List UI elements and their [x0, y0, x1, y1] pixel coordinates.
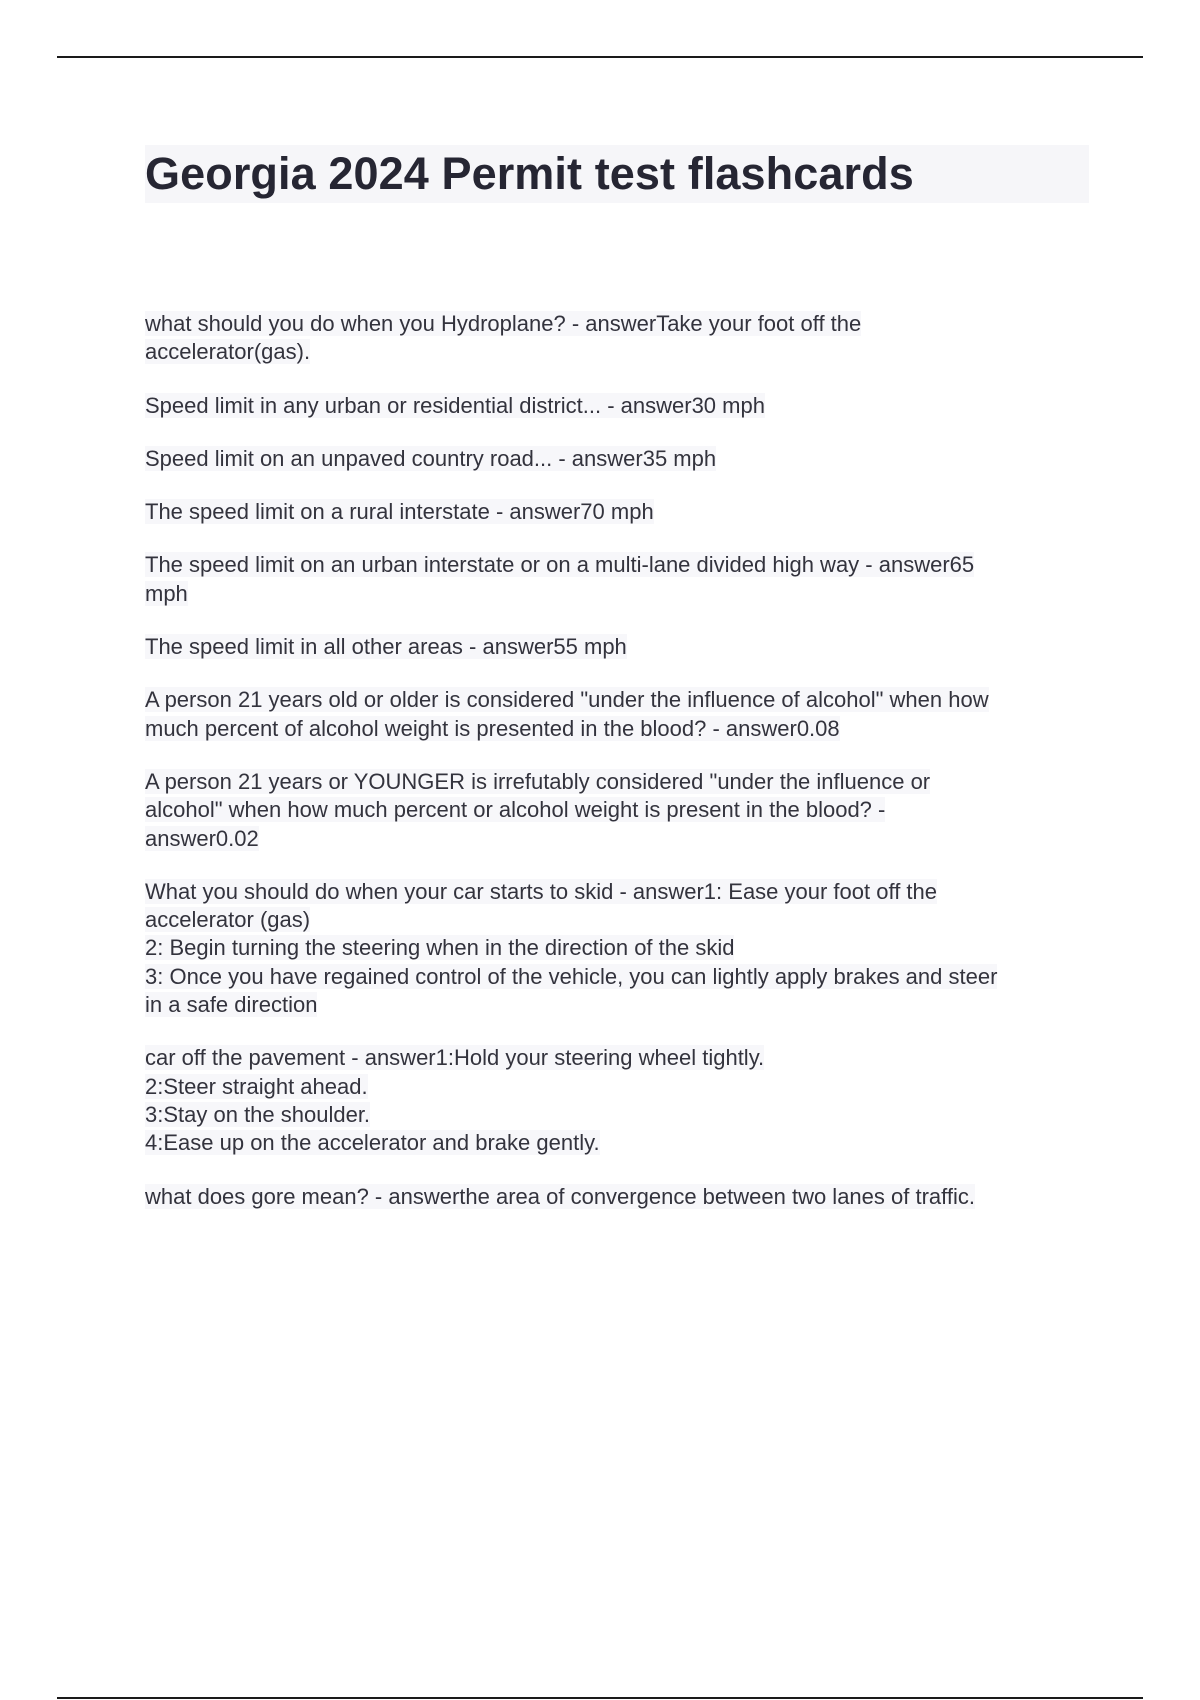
flashcard-line-text: car off the pavement - answer1:Hold your steering wheel tightly.: [145, 1045, 765, 1071]
flashcard-line-text: 3: Once you have regained control of the vehicle, you can lightly apply brakes and steer: [145, 963, 998, 989]
flashcard-line: [145, 445, 1090, 473]
flashcard-line-text: 3:Stay on the shoulder.: [145, 1101, 371, 1127]
flashcard-line: [145, 551, 1090, 579]
flashcard-line-text: what should you do when you Hydroplane? - answerTake your foot off the: [145, 311, 862, 336]
flashcard-line: [145, 1044, 1090, 1072]
flashcard-line-text: what does gore mean? - answerthe area of convergence between two lanes of traffic.: [145, 1183, 975, 1209]
flashcard-line-text: in a safe direction: [145, 992, 318, 1018]
flashcard-line-text: The speed limit in all other areas - answer55 mph: [145, 634, 627, 660]
flashcard-line: [145, 715, 1090, 743]
flashcard: [145, 445, 1090, 473]
flashcard: [145, 1044, 1090, 1157]
flashcard-line-text: 2:Steer straight ahead.: [145, 1073, 368, 1099]
flashcard: [145, 498, 1090, 526]
flashcard-list: [145, 310, 1090, 1236]
flashcard: [145, 392, 1090, 420]
flashcard-line: [145, 580, 1090, 608]
flashcard-line: [145, 991, 1090, 1019]
flashcard-line: [145, 906, 1090, 934]
flashcard: [145, 686, 1090, 743]
flashcard-line: [145, 392, 1090, 420]
flashcard-line-text: much percent of alcohol weight is presented in the blood? - answer0.08: [145, 715, 840, 741]
flashcard: [145, 310, 1090, 367]
flashcard-line: [145, 796, 1090, 824]
flashcard-line-text: mph: [145, 580, 188, 606]
flashcard-line: [145, 686, 1090, 714]
flashcard-line-text: 4:Ease up on the accelerator and brake gently.: [145, 1130, 600, 1156]
top-rule: [57, 56, 1143, 58]
flashcard-line: [145, 1129, 1090, 1157]
page-title: Georgia 2024 Permit test flashcards: [145, 148, 914, 199]
flashcard-line: [145, 633, 1090, 661]
flashcard-line-text: The speed limit on an urban interstate or on a multi-lane divided high way - answer65: [145, 552, 975, 578]
flashcard-line-text: What you should do when your car starts to skid - answer1: Ease your foot off the: [145, 878, 937, 904]
flashcard: [145, 768, 1090, 853]
flashcard-line: [145, 338, 1090, 366]
flashcard-line-text: 2: Begin turning the steering when in the direction of the skid: [145, 935, 735, 961]
flashcard-line: [145, 768, 1090, 796]
flashcard-line-text: accelerator(gas).: [145, 339, 311, 365]
flashcard-line: [145, 825, 1090, 853]
flashcard-line: [145, 1183, 1090, 1211]
flashcard-line: [145, 878, 1090, 906]
flashcard: [145, 633, 1090, 661]
flashcard-line: [145, 1073, 1090, 1101]
flashcard-line-text: alcohol" when how much percent or alcohol weight is present in the blood? -: [145, 797, 886, 823]
flashcard-line: [145, 963, 1090, 991]
flashcard: [145, 1183, 1090, 1211]
flashcard-line: [145, 934, 1090, 962]
bottom-rule: [57, 1697, 1143, 1699]
flashcard-line-text: Speed limit on an unpaved country road... - answer35 mph: [145, 445, 717, 471]
flashcard-line-text: A person 21 years or YOUNGER is irrefutably considered "under the influence or: [145, 768, 931, 794]
flashcard-line-text: answer0.02: [145, 825, 259, 851]
flashcard-line-text: accelerator (gas): [145, 907, 311, 933]
flashcard: [145, 878, 1090, 1019]
flashcard-line: [145, 310, 1090, 338]
flashcard-line: [145, 1101, 1090, 1129]
flashcard: [145, 551, 1090, 608]
flashcard-line-text: The speed limit on a rural interstate - answer70 mph: [145, 499, 654, 525]
flashcard-line-text: A person 21 years old or older is considered "under the influence of alcohol" when how: [145, 687, 989, 713]
flashcard-line-text: Speed limit in any urban or residential district... - answer30 mph: [145, 392, 765, 418]
flashcard-line: [145, 498, 1090, 526]
